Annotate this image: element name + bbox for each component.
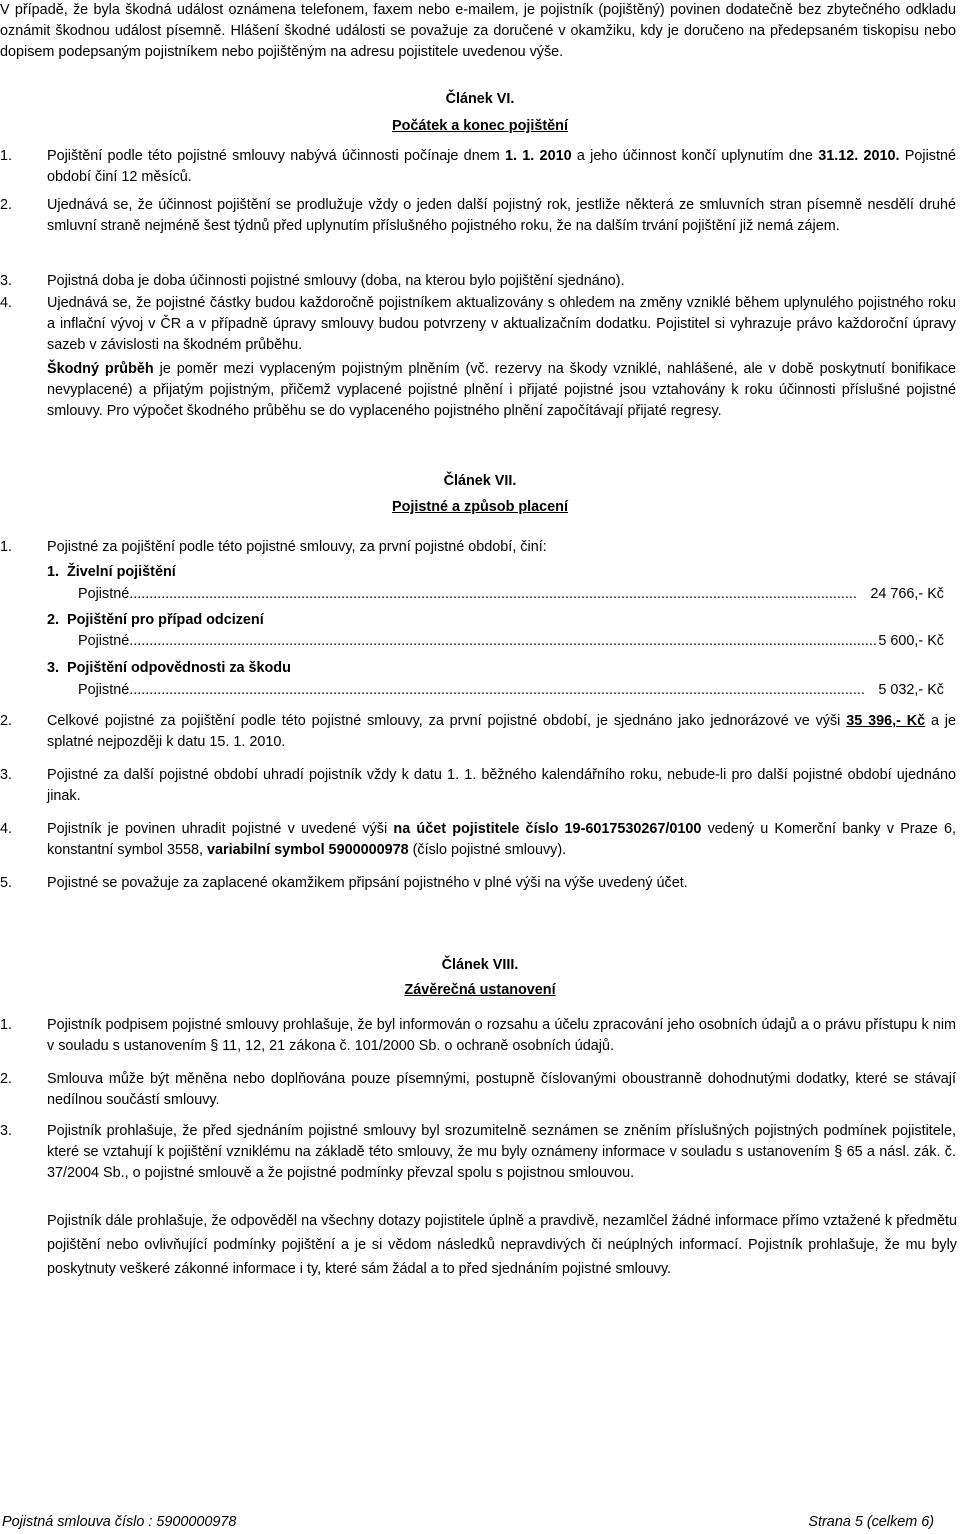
item-text: a je splatné nejpozději k datu 15. 1. 2010. — [47, 713, 957, 750]
intro-text-1: V případě, že byla škodná událost oznámena telefonem, faxem nebo e-mailem, je pojistník (pojištěný) povinen dodatečně bez zbytečného odkladu oznámit škodnou událost písemně. — [0, 2, 956, 39]
item-text: Pojistné se považuje za zaplacené okamžikem připsání pojistného v plné výši na výše uvedený účet. — [47, 875, 688, 891]
item-text: vedený u Komerční banky v Praze 6, konstantní symbol 3558, — [47, 821, 956, 858]
premium-3-row — [78, 680, 944, 701]
premium-name: Pojištění odpovědnosti za škodu — [67, 660, 291, 676]
item-text: Pojistné za pojištění podle této pojistné smlouvy, za první pojistné období, činí: — [47, 539, 547, 555]
premium-value: 24 766,- Kč — [870, 586, 944, 602]
article-7-item-2 — [0, 711, 956, 753]
item-number: 1. — [0, 539, 13, 555]
item-number: 4. — [0, 295, 13, 311]
article-6-item-4 — [0, 293, 956, 356]
premium-3-title — [47, 658, 291, 679]
premium-name: Živelní pojištění — [67, 564, 176, 580]
premium-value: 5 600,- Kč — [878, 633, 944, 649]
intro-paragraph — [0, 0, 956, 63]
item-text: Pojistník prohlašuje, že před sjednáním pojistné smlouvy byl srozumitelně seznámen se zněním příslušných pojistných podmínek pojistitele, které se vztahují k pojištění vzniklému na základě této smlouvy, že mu byly oznámeny informace v souladu s ustanovením § 65 a násl. zák. č. 37/2004 Sb., o pojistné smlouvě a že pojistné podmínky převzal spolu s pojistnou smlouvou. — [47, 1123, 956, 1181]
intro-text-2: Hlášení škodné události se považuje za doručené v okamžiku, kdy je doručeno na předepsaném tiskopisu nebo dopisem podepsaným pojistníkem nebo pojištěným na adresu pojistitele uvedenou výše. — [0, 23, 957, 60]
premium-value: 5 032,- Kč — [878, 682, 944, 698]
item-number: 1. — [0, 148, 13, 164]
item-text: Pojistník podpisem pojistné smlouvy prohlašuje, že byl informován o rozsahu a účelu zpracování jeho osobních údajů a o právu přístupu k nim v souladu s ustanovením § 11, 12, 21 zákona č. 101/2000 Sb. o ochraně osobních údajů. — [47, 1017, 956, 1054]
item-number: 2. — [0, 197, 13, 213]
item-text: Pojistník je povinen uhradit pojistné v uvedené výši — [47, 821, 394, 837]
premium-label: Pojistné — [78, 586, 130, 602]
article-7-subheading: Pojistné a způsob placení — [392, 499, 568, 515]
premium-1-title — [47, 562, 176, 583]
article-6-item-3 — [0, 271, 956, 292]
article-7-item-5 — [0, 873, 956, 894]
item-number: 4. — [0, 821, 13, 837]
item-text: Pojistná doba je doba účinnosti pojistné smlouvy (doba, na kterou bylo pojištění sjednáno). — [47, 273, 625, 289]
item-text: Pojištění podle této pojistné smlouvy nabývá účinnosti počínaje dnem — [47, 148, 505, 164]
footer-page-number: Strana 5 (celkem 6) — [808, 1514, 934, 1530]
item-text: Celkové pojistné za pojištění podle této pojistné smlouvy, za první pojistné období, je sjednáno jako jednorázové ve výši — [47, 713, 847, 729]
leader-dots — [129, 584, 858, 605]
item-text: Pojistné za další pojistné období uhradí pojistník vždy k datu 1. 1. běžného kalendářního roku, nebude-li pro další pojistné období ujednáno jinak. — [47, 767, 956, 804]
article-7-subheading-wrap — [0, 497, 960, 518]
item-text: Pojistné období činí 12 měsíců. — [47, 148, 956, 185]
footer-contract-number: Pojistná smlouva číslo : 5900000978 — [2, 1514, 237, 1530]
item-number: 5. — [0, 875, 13, 891]
total-premium-amount: 35 396,- Kč — [846, 713, 926, 729]
start-date: 1. 1. 2010 — [504, 148, 572, 164]
premium-label: Pojistné — [78, 633, 130, 649]
item-number: 3. — [0, 273, 13, 289]
item-number: 1. — [0, 1017, 13, 1033]
item-number: 3. — [0, 1123, 13, 1139]
article-6-item-1 — [0, 146, 956, 188]
article-6-subheading: Počátek a konec pojištění — [392, 118, 568, 134]
article-8-subheading: Závěrečná ustanovení — [404, 982, 556, 998]
leader-dots — [129, 680, 866, 701]
premium-name: Pojištění pro případ odcizení — [67, 612, 264, 628]
article-7-item-4 — [0, 819, 956, 861]
bank-account: na účet pojistitele číslo 19-6017530267/0100 — [393, 821, 702, 837]
end-date: 31.12. 2010. — [818, 148, 900, 164]
loss-ratio-text: je poměr mezi vyplaceným pojistným plněním (vč. rezervy na škody vzniklé, nahlášené, ale v době poskytnutí bonifikace nevyplacené) a přijatým pojistným, přičemž vyplacené pojistné plnění i přijaté pojistné jsou vztahovány k roku účinnosti příslušné pojistné smlouvy. Pro výpočet škodného průběhu se do vyplaceného pojistného plnění započítávají přijaté regresy. — [47, 361, 956, 419]
item-text: (číslo pojistné smlouvy). — [408, 842, 567, 858]
article-8-item-2 — [0, 1069, 956, 1111]
premium-label: Pojistné — [78, 682, 130, 698]
article-6-item-2 — [0, 195, 956, 237]
premium-number: 3. — [47, 660, 60, 676]
loss-ratio-term: Škodný průběh — [47, 361, 154, 377]
article-8-item-1 — [0, 1015, 956, 1057]
article-7-heading: Článek VII. — [443, 473, 517, 489]
leader-dots — [129, 631, 876, 652]
closing-declaration: Pojistník dále prohlašuje, že odpověděl na všechny dotazy pojistitele úplně a pravdivě, nezamlčel žádné informace přímo vztažené k předmětu pojištění nebo ovlivňující podmínky pojištění a je si vědom následků nepravdivých či neúplných informací. Pojistník prohlašuje, že mu byly poskytnuty veškeré zákonné informace i ty, které sám žádal a to před sjednáním pojistné smlouvy. — [47, 1213, 957, 1277]
item-text: a jeho účinnost končí uplynutím dne — [571, 148, 819, 164]
item-number: 2. — [0, 1071, 13, 1087]
article-8-item-3 — [0, 1121, 956, 1184]
premium-2-title — [47, 610, 264, 631]
article-8-subheading-wrap — [0, 980, 960, 1001]
item-number: 3. — [0, 767, 13, 783]
item-text: Smlouva může být měněna nebo doplňována pouze písemnými, postupně číslovanými oboustranně dohodnutými dodatky, které se stávají nedílnou součástí smlouvy. — [47, 1071, 956, 1108]
article-7-item-1 — [0, 537, 956, 558]
article-6-heading: Článek VI. — [445, 91, 515, 107]
premium-1-row — [78, 584, 944, 605]
premium-number: 2. — [47, 612, 60, 628]
item-text: Ujednává se, že pojistné částky budou každoročně pojistníkem aktualizovány s ohledem na změny vzniklé během uplynulého pojistného roku a inflační vývoj v ČR a v případně úpravy smlouvy budou potvrzeny v aktualizačním dodatku. Pojistitel si vyhrazuje právo každoroční úpravy sazeb v závislosti na škodném průběhu. — [47, 295, 956, 353]
loss-ratio-definition — [0, 359, 956, 422]
item-text: Ujednává se, že účinnost pojištění se prodlužuje vždy o jeden další pojistný rok, jestliže některá ze smluvních stran písemně nesdělí druhé smluvní straně nejméně šest týdnů před uplynutím příslušného pojistného roku, že na dalším trvání pojištění již nemá zájem. — [47, 197, 956, 234]
article-8-heading: Článek VIII. — [441, 957, 519, 973]
article-6-subheading-wrap — [0, 116, 960, 137]
article-7-item-3 — [0, 765, 956, 807]
premium-2-row — [78, 631, 944, 652]
variable-symbol: variabilní symbol 5900000978 — [207, 842, 409, 858]
premium-number: 1. — [47, 564, 60, 580]
item-number: 2. — [0, 713, 13, 729]
